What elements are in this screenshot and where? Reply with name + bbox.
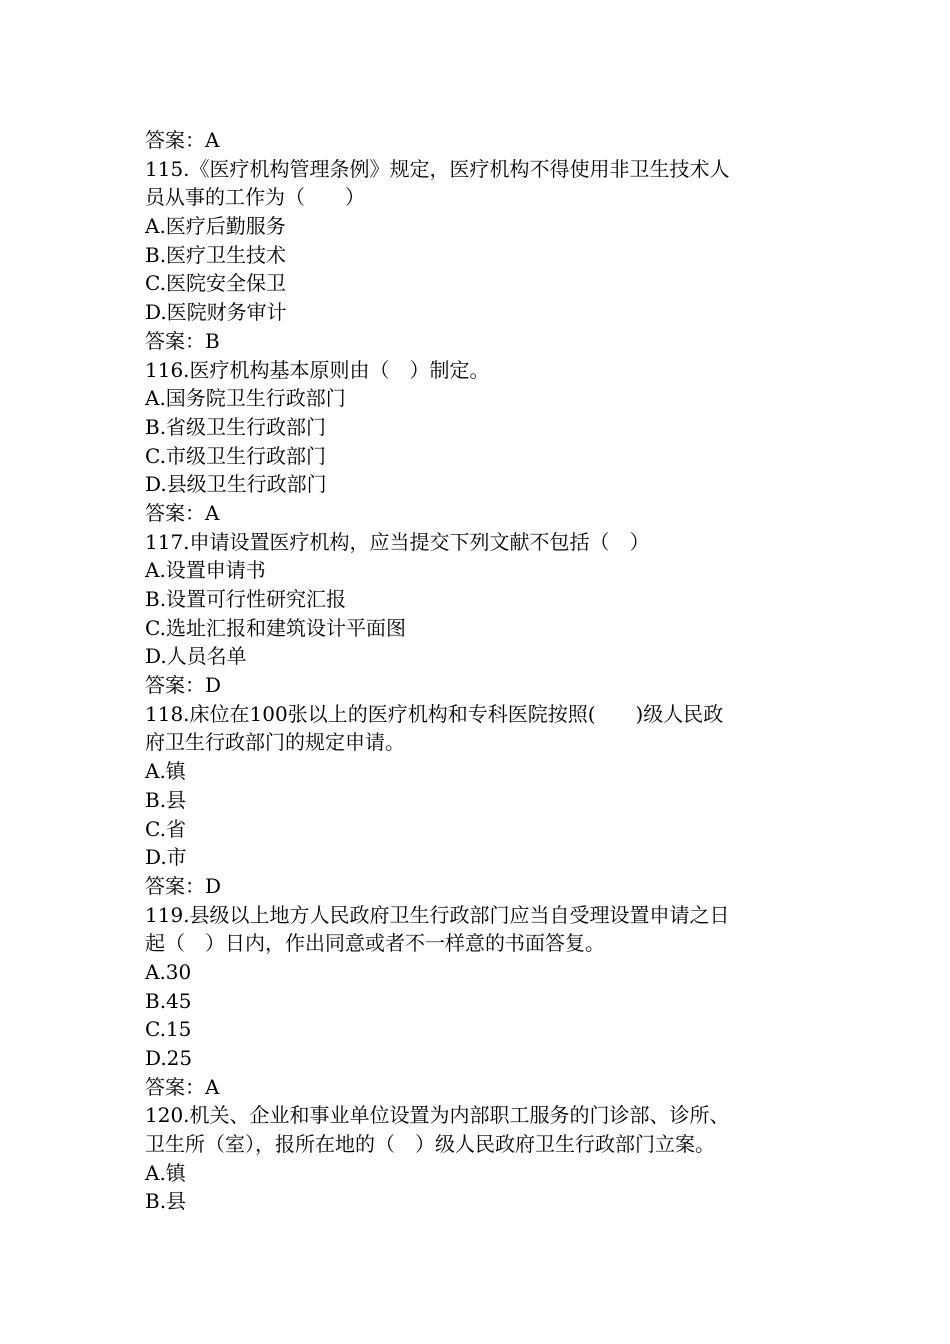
- question-text-continued: 卫生所（室），报所在地的（ ）级人民政府卫生行政部门立案。: [145, 1132, 715, 1157]
- answer-line: 答案：B: [145, 328, 220, 353]
- option-c: C.选址汇报和建筑设计平面图: [145, 615, 406, 640]
- question-text: 119.县级以上地方人民政府卫生行政部门应当自受理设置申请之日: [145, 902, 730, 927]
- option-a: A.30: [145, 959, 192, 984]
- option-b: B.医疗卫生技术: [145, 242, 287, 267]
- option-b: B.省级卫生行政部门: [145, 414, 327, 439]
- question-text: 120.机关、企业和事业单位设置为内部职工服务的门诊部、诊所、: [145, 1103, 730, 1128]
- question-text-continued: 员从事的工作为（ ）: [145, 185, 365, 210]
- answer-line: 答案：A: [145, 500, 220, 525]
- option-b: B.县: [145, 1189, 187, 1214]
- option-d: D.25: [145, 1046, 193, 1070]
- option-a: A.镇: [145, 1160, 186, 1185]
- question-115: [145, 155, 805, 356]
- option-d: D.市: [145, 845, 187, 870]
- option-c: C.15: [145, 1017, 192, 1042]
- option-d: D.医院财务审计: [145, 300, 287, 325]
- answer-line: 答案：A: [145, 128, 220, 152]
- option-d: D.县级卫生行政部门: [145, 472, 327, 497]
- option-a: A.国务院卫生行政部门: [145, 386, 346, 411]
- question-120: [145, 1101, 805, 1216]
- option-a: A.医疗后勤服务: [145, 214, 286, 239]
- question-119: [145, 901, 805, 1102]
- answer-line: 答案：A: [145, 1074, 220, 1099]
- option-d: D.人员名单: [145, 644, 247, 669]
- question-text: 117.申请设置医疗机构，应当提交下列文献不包括（ ）: [145, 529, 650, 554]
- question-text-continued: 府卫生行政部门的规定申请。: [145, 730, 405, 755]
- question-118: [145, 700, 805, 901]
- question-text-continued: 起（ ）日内，作出同意或者不一样意的书面答复。: [145, 931, 605, 956]
- option-b: B.设置可行性研究汇报: [145, 587, 347, 611]
- option-c: C.省: [145, 816, 186, 841]
- question-text: 118.床位在100张以上的医疗机构和专科医院按照( )级人民政: [145, 701, 724, 726]
- option-a: A.设置申请书: [145, 558, 266, 583]
- question-116: [145, 356, 805, 528]
- option-c: C.医院安全保卫: [145, 271, 286, 296]
- option-b: B.县: [145, 787, 187, 812]
- option-b: B.45: [145, 988, 192, 1013]
- answer-line: 答案：D: [145, 673, 222, 698]
- document-page: [145, 126, 805, 1216]
- answer-line: 答案：D: [145, 873, 222, 898]
- option-c: C.市级卫生行政部门: [145, 443, 326, 468]
- option-a: A.镇: [145, 759, 186, 784]
- question-text: 116.医疗机构基本原则由（ ）制定。: [145, 357, 490, 382]
- question-text: 115.《医疗机构管理条例》规定，医疗机构不得使用非卫生技术人: [145, 156, 730, 181]
- question-117: [145, 528, 805, 700]
